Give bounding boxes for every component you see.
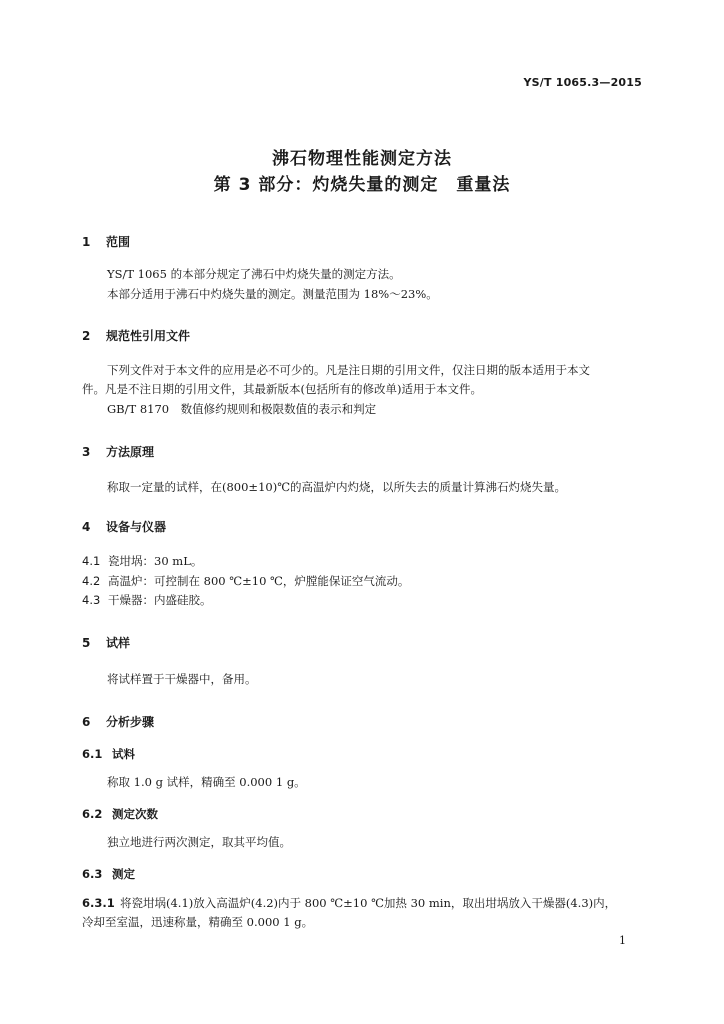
section-title: 方法原理 (106, 445, 155, 459)
item-text: 瓷坩埚：30 mL。 (108, 554, 203, 568)
section-title: 分析步骤 (106, 715, 155, 729)
section-heading-procedure (82, 713, 154, 730)
item-number: 4.2 (82, 574, 101, 588)
paragraph-continuation: 件。凡是不注日期的引用文件，其最新版本(包括所有的修改单)适用于本文件。 (82, 382, 482, 396)
subsection-heading-number-of-determinations (82, 806, 158, 822)
section-number: 2 (82, 329, 91, 343)
subsection-heading-test-portion (82, 746, 135, 762)
section-number: 3 (82, 445, 91, 459)
paragraph: 下列文件对于本文件的应用是必不可少的。凡是注日期的引用文件，仅注日期的版本适用于本文 (107, 363, 590, 377)
section-heading-sample (82, 634, 130, 651)
paragraph: YS/T 1065 的本部分规定了沸石中灼烧失量的测定方法。 (107, 267, 401, 281)
section-heading-apparatus (82, 518, 166, 535)
section-number: 5 (82, 636, 91, 650)
standard-code: YS/T 1065.3—2015 (523, 76, 642, 89)
subsection-number: 6.1 (82, 747, 103, 761)
apparatus-item (82, 572, 409, 590)
section-title: 设备与仪器 (106, 520, 167, 534)
document-title: 沸石物理性能测定方法 (272, 149, 452, 169)
apparatus-item (82, 591, 212, 609)
paragraph-continuation: 冷却至室温，迅速称量，精确至 0.000 1 g。 (82, 915, 314, 929)
reference-item: GB/T 8170 数值修约规则和极限数值的表示和判定 (107, 402, 377, 416)
subsection-title: 试料 (112, 747, 135, 761)
section-title: 范围 (106, 235, 131, 249)
subsection-number: 6.3 (82, 867, 103, 881)
document-subtitle: 第 3 部分：灼烧失量的测定 重量法 (213, 175, 511, 195)
procedure-item (82, 894, 616, 912)
subsection-heading-determination (82, 866, 135, 882)
section-number: 4 (82, 520, 91, 534)
item-number: 4.1 (82, 554, 101, 568)
subsection-title: 测定次数 (112, 807, 158, 821)
item-text: 干燥器：内盛硅胶。 (108, 593, 212, 607)
paragraph: 将试样置于干燥器中，备用。 (107, 672, 257, 686)
item-number: 4.3 (82, 593, 101, 607)
section-heading-normative-references (82, 327, 190, 344)
item-text: 将瓷坩埚(4.1)放入高温炉(4.2)内于 800 ℃±10 ℃加热 30 min，取出坩埚放入干燥器(4.3)内， (120, 896, 617, 910)
page-number: 1 (619, 934, 626, 947)
item-number: 6.3.1 (82, 896, 115, 910)
paragraph: 独立地进行两次测定，取其平均值。 (107, 835, 291, 849)
section-title: 试样 (106, 636, 131, 650)
paragraph: 称取 1.0 g 试样，精确至 0.000 1 g。 (107, 775, 306, 789)
item-text: 高温炉：可控制在 800 ℃±10 ℃，炉膛能保证空气流动。 (108, 574, 410, 588)
section-heading-scope (82, 233, 130, 250)
subsection-number: 6.2 (82, 807, 103, 821)
paragraph: 称取一定量的试样，在(800±10)℃的高温炉内灼烧，以所失去的质量计算沸石灼烧失量。 (107, 480, 567, 494)
subsection-title: 测定 (112, 867, 135, 881)
apparatus-item (82, 552, 202, 570)
section-number: 6 (82, 715, 91, 729)
section-heading-principle (82, 443, 154, 460)
paragraph: 本部分适用于沸石中灼烧失量的测定。测量范围为 18%～23%。 (107, 287, 438, 301)
section-title: 规范性引用文件 (106, 329, 191, 343)
section-number: 1 (82, 235, 91, 249)
